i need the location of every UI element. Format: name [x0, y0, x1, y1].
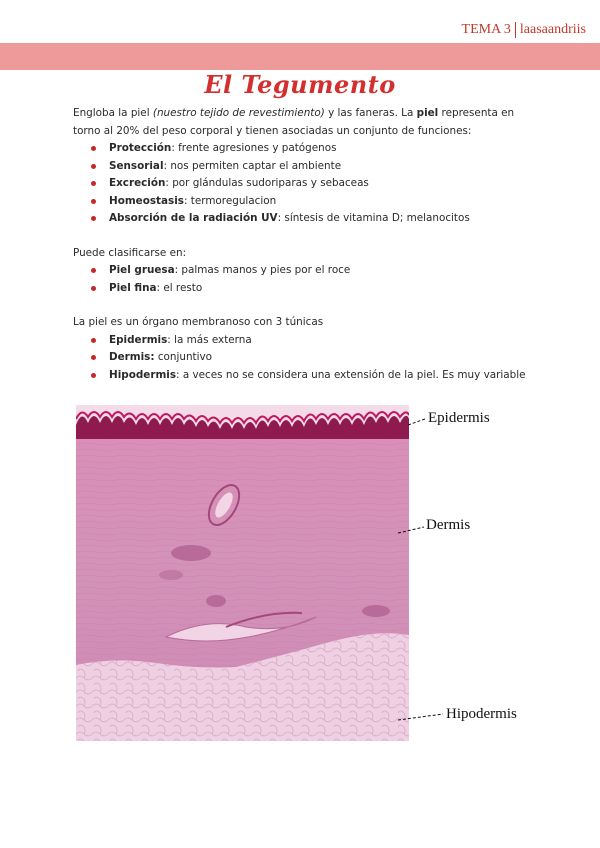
intro-text: Engloba la piel	[73, 107, 153, 119]
leader-dermis	[398, 527, 424, 533]
item-desc: : síntesis de vitamina D; melanocitos	[277, 212, 470, 224]
intro-bold: piel	[416, 107, 439, 119]
label-dermis: Dermis	[426, 517, 471, 533]
leader-hipodermis	[398, 714, 443, 720]
header-tema: TEMA 3	[461, 22, 511, 37]
item-desc: : frente agresiones y patógenos	[171, 142, 337, 154]
intro-text: representa en torno al 20% del peso corporal y tienen asociadas un conjunto de funciones:	[73, 107, 515, 137]
item-desc: : nos permiten captar el ambiente	[163, 159, 342, 172]
item-term: Hipodermis	[109, 368, 177, 381]
header-author: laasaandriis	[519, 22, 586, 37]
item-desc: : a veces no se considera una extensión de la piel. Es muy variable	[176, 368, 526, 381]
item-term: Sensorial	[109, 159, 164, 172]
item-term: Excreción	[109, 177, 166, 189]
item-desc: : palmas manos y pies por el roce	[174, 264, 351, 276]
item-desc: conjuntivo	[154, 351, 213, 363]
item-desc: : por glándulas sudoriparas y sebaceas	[165, 177, 369, 189]
item-term: Protección	[109, 142, 172, 154]
layers-paragraph: La piel es un órgano membranoso con 3 túnicas	[73, 316, 324, 328]
item-desc: : la más externa	[167, 333, 252, 346]
intro-italic: (nuestro tejido de revestimiento)	[152, 107, 325, 119]
page-title: El Tegumento	[204, 70, 396, 99]
label-hipodermis: Hipodermis	[446, 706, 517, 722]
item-term: Piel fina	[109, 281, 157, 294]
classify-paragraph: Puede clasificarse en:	[73, 246, 187, 259]
item-term: Epidermis	[109, 333, 168, 346]
leader-epidermis	[408, 419, 425, 425]
item-term: Homeostasis	[109, 194, 184, 207]
item-term: Absorción de la radiación UV	[109, 212, 278, 224]
intro-text: y las faneras. La	[324, 107, 417, 119]
item-desc: : el resto	[156, 281, 203, 294]
item-term: Piel gruesa	[109, 264, 175, 276]
item-term: Dermis:	[109, 351, 155, 363]
item-desc: : termoregulacion	[183, 194, 277, 207]
label-epidermis: Epidermis	[428, 410, 490, 426]
